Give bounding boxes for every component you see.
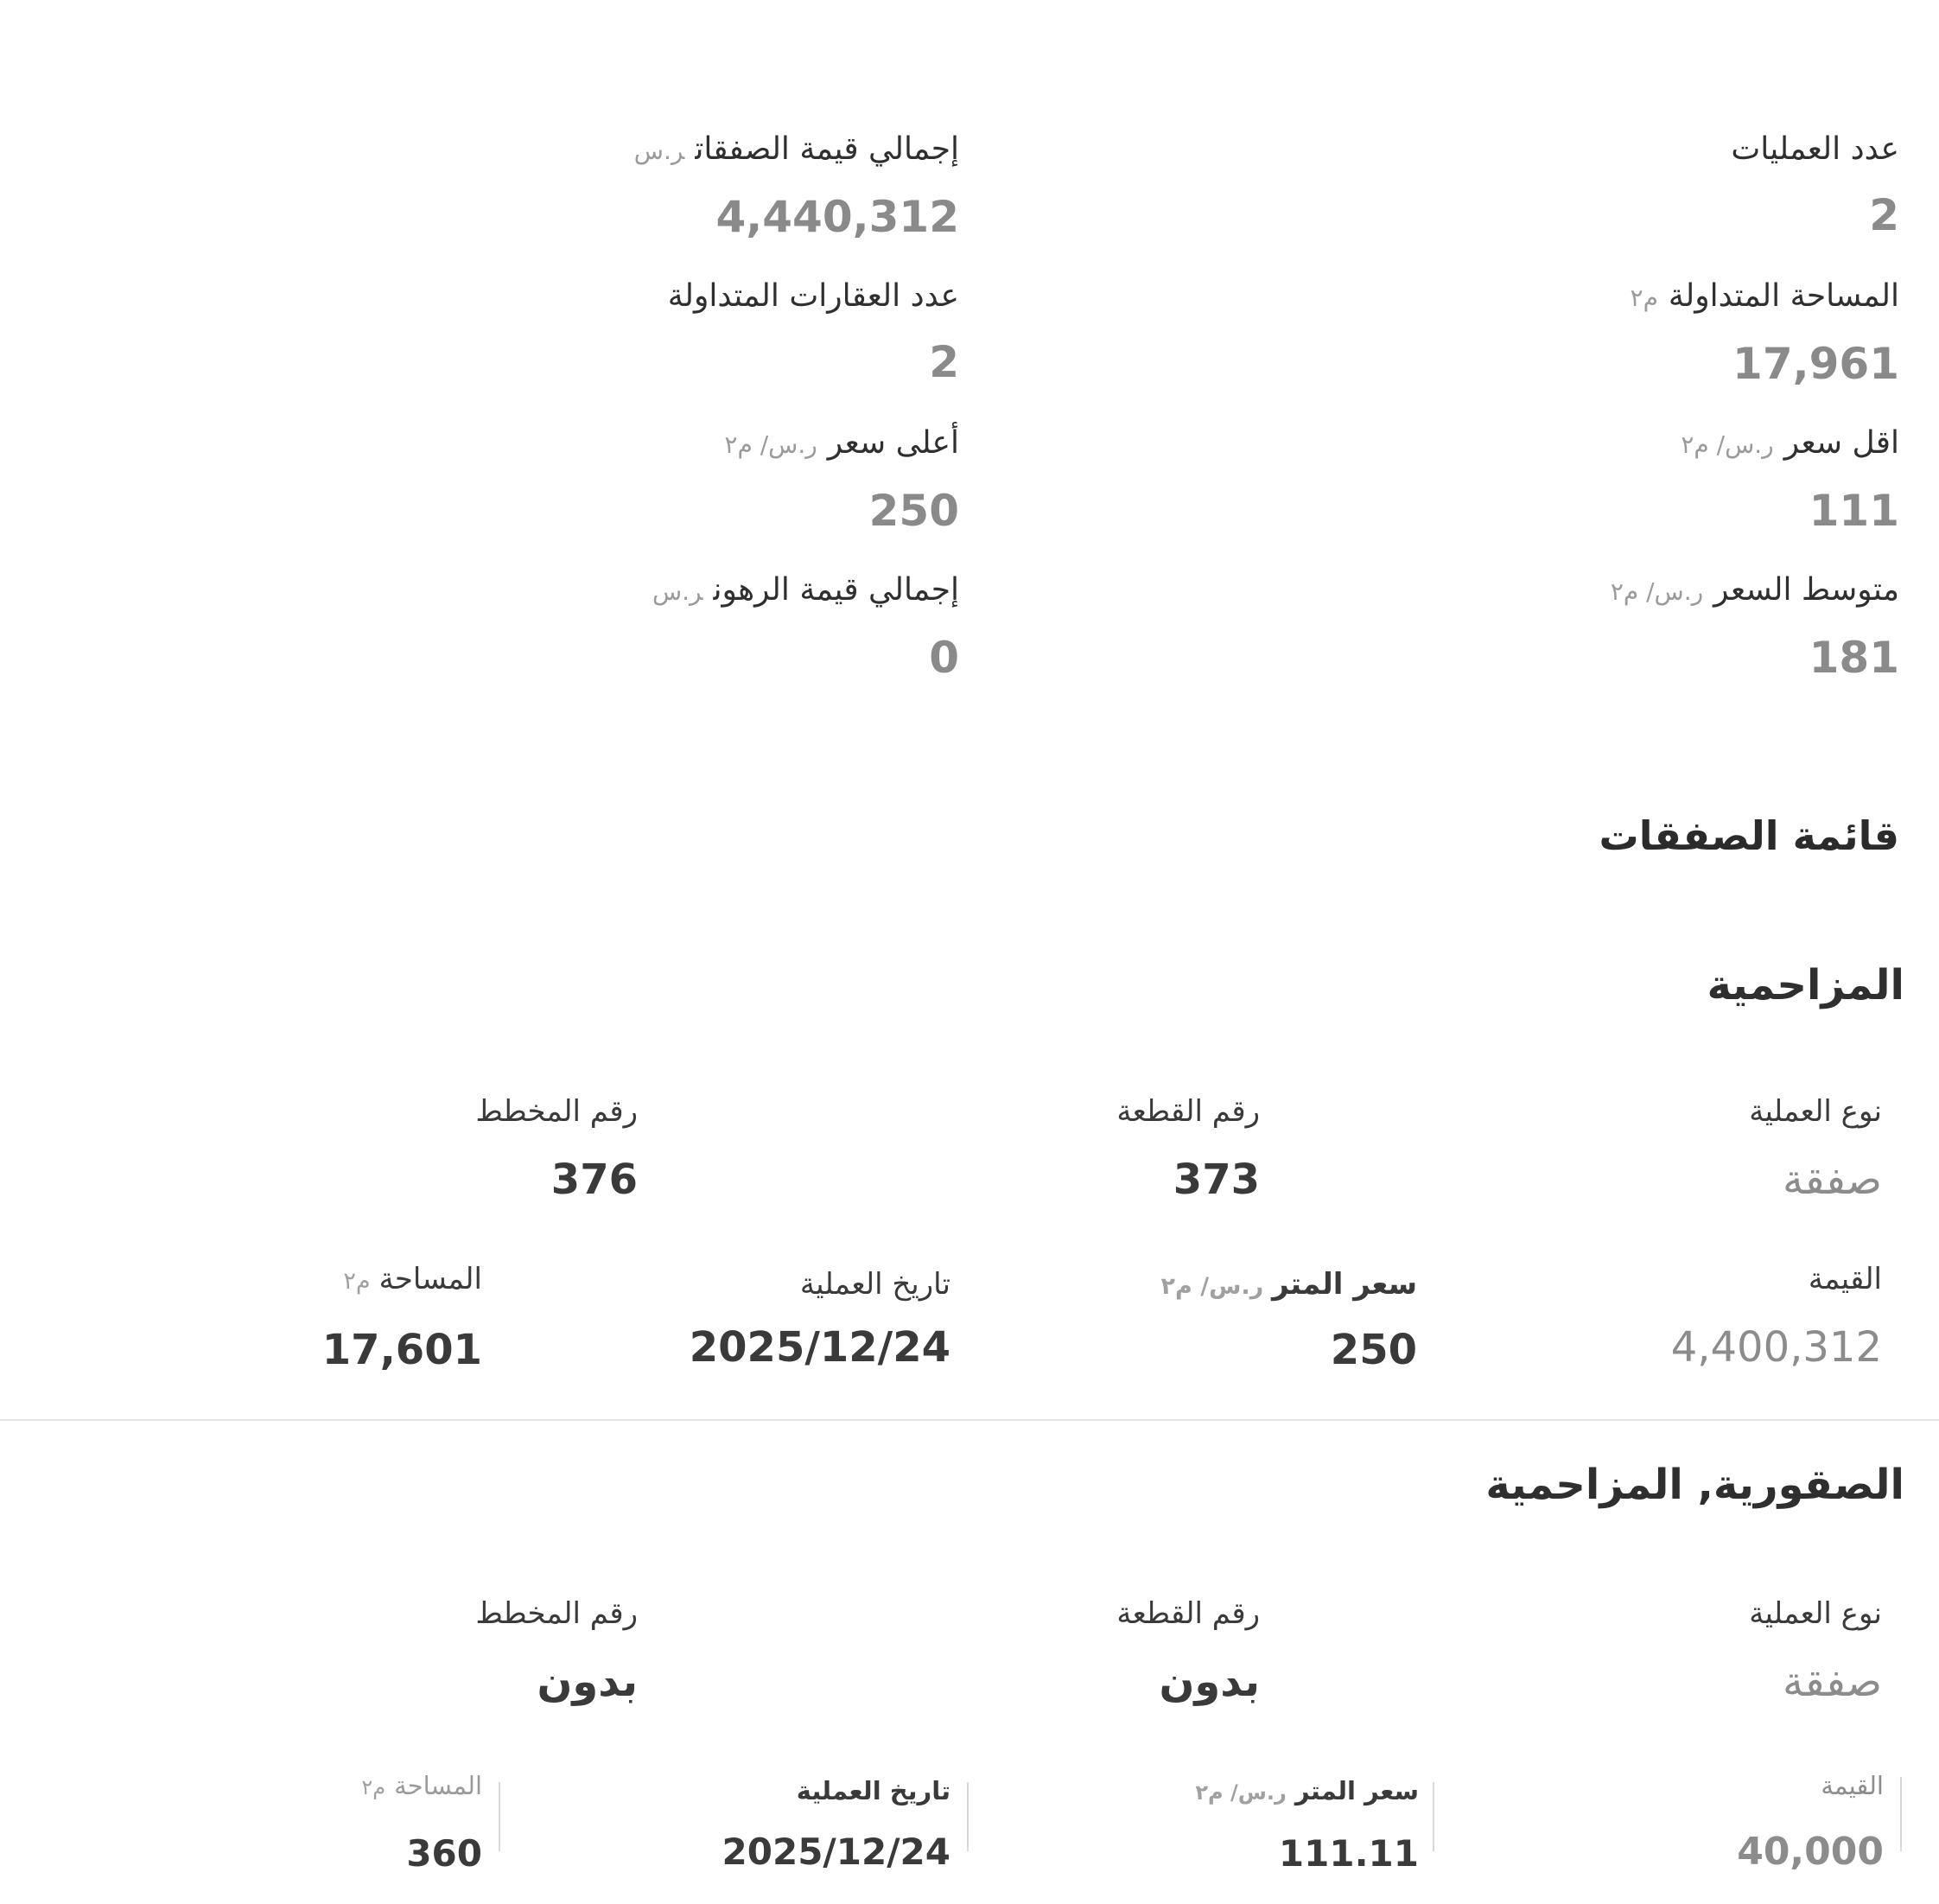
stat-max-price [354, 422, 959, 541]
deals-list-title: قائمة الصفقات [1599, 812, 1899, 859]
stat-label: عدد العقارات المتداولة [667, 278, 959, 314]
field-label: نوع العملية [1749, 1094, 1882, 1129]
stat-value: 0 [929, 633, 959, 683]
field-value: 360 [406, 1832, 482, 1875]
stat-value: 250 [868, 486, 959, 536]
field-value: بدون [1159, 1658, 1260, 1706]
field-unit: م٢ [343, 1268, 371, 1295]
stat-unit: ر.س [633, 137, 685, 165]
field-label: تاريخ العملية [796, 1776, 950, 1805]
cell-separator [967, 1782, 969, 1851]
deal-parcel-number [845, 1593, 1260, 1712]
field-label: رقم المخطط [475, 1596, 638, 1631]
stat-operations-count [1294, 128, 1899, 245]
deal-plan-number [223, 1091, 638, 1210]
stat-label: عدد العمليات [1731, 131, 1899, 167]
field-value: 40,000 [1737, 1830, 1884, 1874]
deal-divider [0, 1419, 1939, 1421]
field-label: سعر المترر.س/ م٢ [1195, 1776, 1419, 1805]
deal-area [119, 1258, 482, 1380]
deal-plan-number [223, 1593, 638, 1712]
field-unit: ر.س/ م٢ [1195, 1780, 1287, 1805]
deal-operation-date [518, 1770, 950, 1882]
field-unit: م٢ [361, 1775, 386, 1799]
stat-label: المساحة المتداولةم٢ [1630, 278, 1899, 314]
stat-value: 2 [929, 337, 959, 387]
field-value: 376 [550, 1156, 638, 1204]
field-value: صفقة [1782, 1156, 1882, 1204]
field-label: المساحةم٢ [361, 1771, 482, 1800]
field-label: المساحةم٢ [343, 1262, 482, 1296]
deal-value [1452, 1765, 1884, 1882]
field-value: 250 [1330, 1326, 1417, 1374]
stat-min-price [1294, 422, 1899, 541]
deal-value [1450, 1258, 1882, 1378]
deal-region-title: الصقورية, المزاحمية [1485, 1461, 1904, 1509]
stat-value: 17,961 [1732, 339, 1899, 389]
stat-unit: ر.س [652, 577, 703, 606]
field-value: 2025/12/24 [722, 1831, 950, 1873]
stat-value: 181 [1809, 633, 1899, 683]
deal-price-per-meter [987, 1770, 1419, 1884]
field-value: 111.11 [1278, 1832, 1419, 1875]
stat-label: متوسط السعرر.س/ م٢ [1610, 572, 1899, 608]
stat-avg-price [1294, 569, 1899, 688]
cell-separator [1900, 1777, 1902, 1851]
field-value: صفقة [1782, 1658, 1882, 1706]
stat-unit: ر.س/ م٢ [1610, 577, 1704, 606]
cell-separator [1433, 1782, 1434, 1851]
stat-traded-properties-count [354, 275, 959, 392]
field-label: رقم القطعة [1116, 1596, 1260, 1631]
field-value: 2025/12/24 [689, 1323, 950, 1372]
stat-label: أعلى سعرر.س/ م٢ [724, 425, 959, 461]
field-label: القيمة [1808, 1262, 1882, 1296]
stat-label: اقل سعرر.س/ م٢ [1681, 425, 1899, 461]
field-label: سعر المترر.س/ م٢ [1160, 1267, 1417, 1302]
field-label: رقم المخطط [475, 1094, 638, 1129]
field-label: رقم القطعة [1116, 1094, 1260, 1129]
field-unit: ر.س/ م٢ [1160, 1273, 1264, 1300]
stat-value: 2 [1869, 190, 1899, 240]
deal-operation-date [518, 1264, 950, 1378]
deal-parcel-number [845, 1091, 1260, 1210]
cell-separator [499, 1782, 500, 1851]
deal-region-title: المزاحمية [1707, 961, 1904, 1009]
field-value: 4,400,312 [1670, 1323, 1882, 1372]
stat-total-mortgage-value [354, 569, 959, 688]
stat-unit: ر.س/ م٢ [724, 430, 817, 459]
deal-operation-type [1467, 1593, 1882, 1712]
stat-value: 4,440,312 [715, 192, 959, 242]
field-label: القيمة [1821, 1771, 1884, 1800]
stat-unit: م٢ [1630, 283, 1658, 312]
field-value: بدون [537, 1658, 638, 1706]
stat-total-deals-value [354, 128, 959, 247]
field-label: تاريخ العملية [799, 1267, 950, 1302]
deal-area [119, 1765, 482, 1884]
stat-label: إجمالي قيمة الرهونر.س [652, 572, 959, 608]
field-label: نوع العملية [1749, 1596, 1882, 1631]
stat-value: 111 [1809, 486, 1899, 536]
stat-label: إجمالي قيمة الصفقاتر.س [633, 131, 959, 167]
field-value: 373 [1173, 1156, 1260, 1204]
stat-traded-area [1294, 275, 1899, 394]
field-value: 17,601 [321, 1326, 482, 1374]
deal-price-per-meter [985, 1264, 1417, 1380]
stat-unit: ر.س/ م٢ [1681, 430, 1774, 459]
deal-operation-type [1467, 1091, 1882, 1210]
